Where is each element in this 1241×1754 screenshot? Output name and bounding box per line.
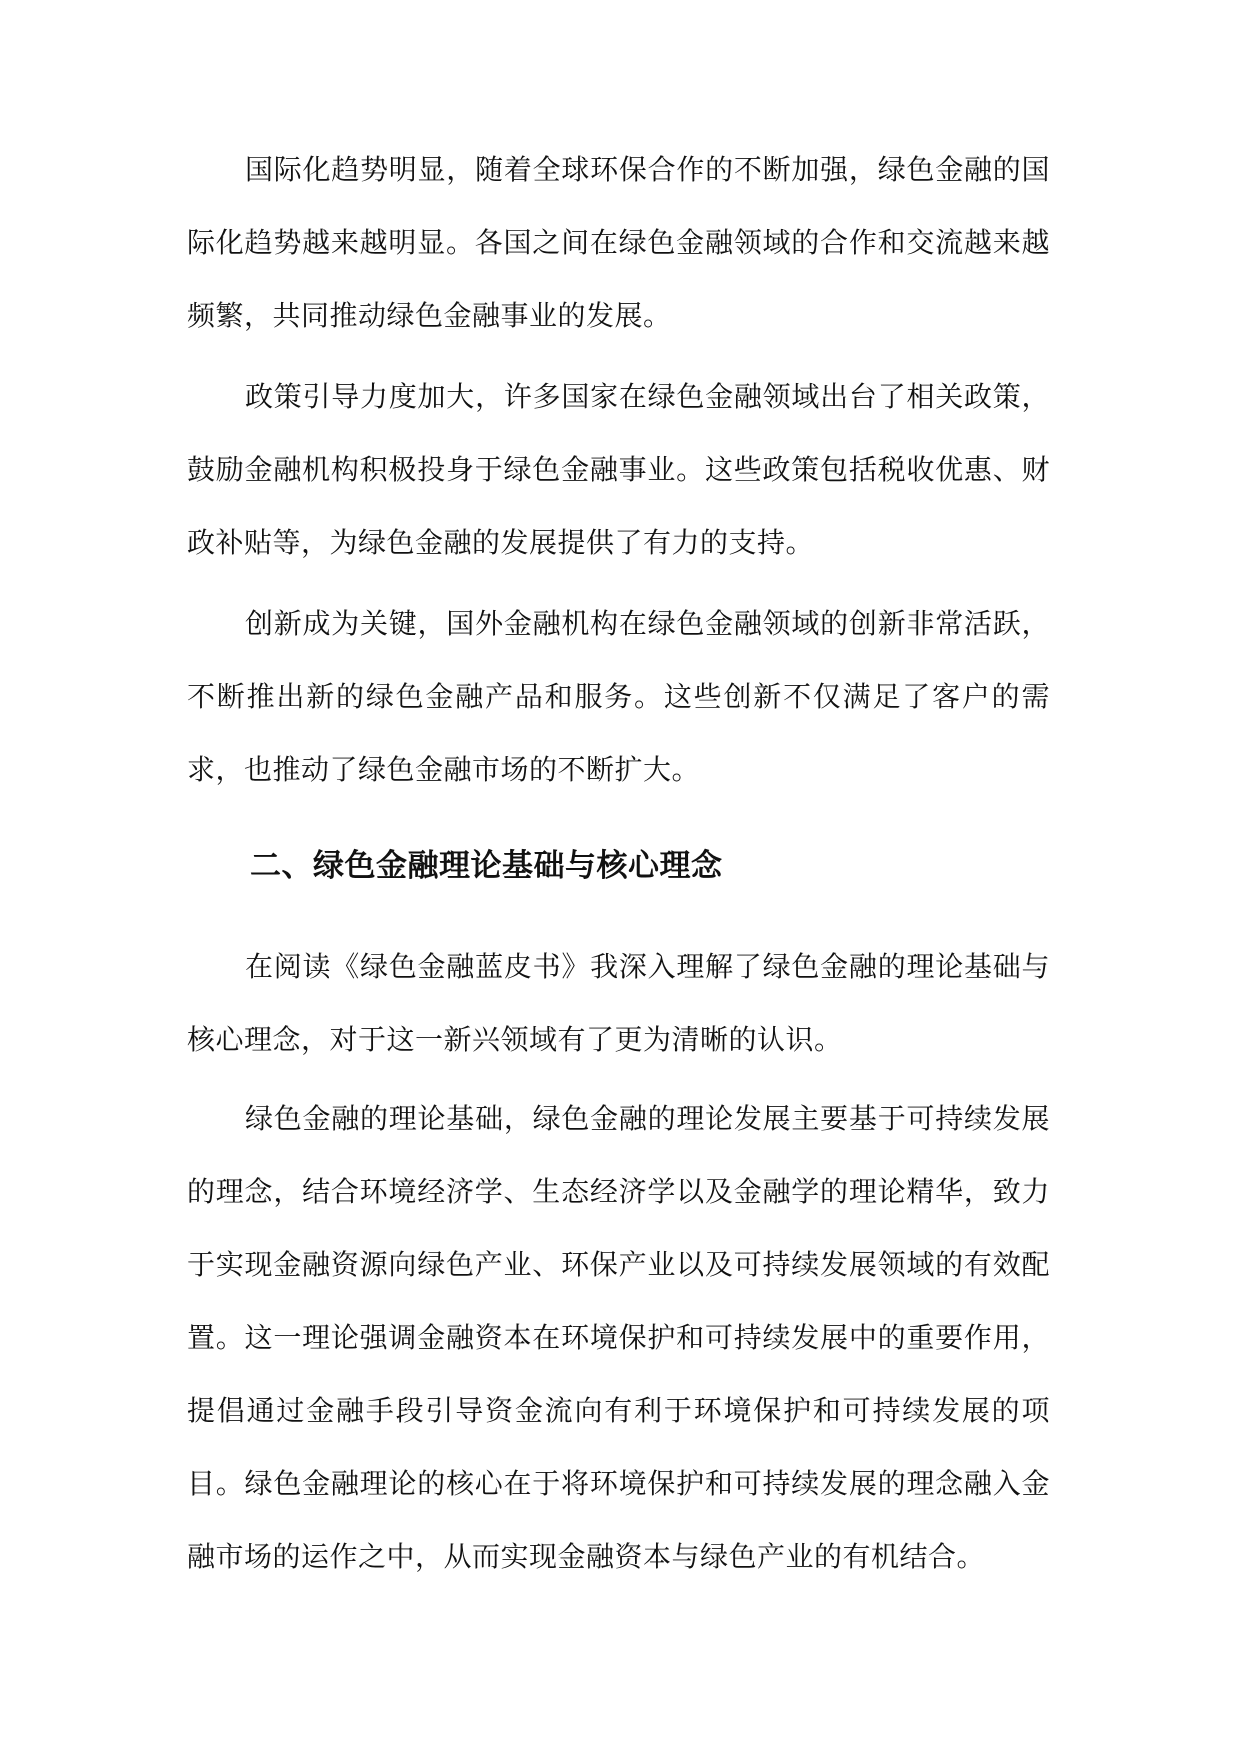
paragraph-theoretical-foundation: 绿色金融的理论基础，绿色金融的理论发展主要基于可持续发展的理念，结合环境经济学、生态经济学以及金融学的理论精华，致力于实现金融资源向绿色产业、环保产业以及可持续发展领域的有效配置。这一理论强调金融资本在环境保护和可持续发展中的重要作用，提倡通过金融手段引导资金流向有利于环境保护和可持续发展的项目。绿色金融理论的核心在于将环境保护和可持续发展的理念融入金融市场的运作之中，从而实现金融资本与绿色产业的有机结合。 bbox=[187, 1102, 1050, 1573]
paragraph-reading-bluebook: 在阅读《绿色金融蓝皮书》我深入理解了绿色金融的理论基础与核心理念，对于这一新兴领域有了更为清晰的认识。 bbox=[187, 950, 1050, 1056]
paragraph-policy-guidance: 政策引导力度加大，许多国家在绿色金融领域出台了相关政策，鼓励金融机构积极投身于绿色金融事业。这些政策包括税收优惠、财政补贴等，为绿色金融的发展提供了有力的支持。 bbox=[187, 380, 1050, 559]
paragraph-innovation-key: 创新成为关键，国外金融机构在绿色金融领域的创新非常活跃，不断推出新的绿色金融产品和服务。这些创新不仅满足了客户的需求，也推动了绿色金融市场的不断扩大。 bbox=[187, 607, 1050, 786]
paragraph-internationalization-trend: 国际化趋势明显，随着全球环保合作的不断加强，绿色金融的国际化趋势越来越明显。各国之间在绿色金融领域的合作和交流越来越频繁，共同推动绿色金融事业的发展。 bbox=[187, 153, 1050, 332]
section-heading: 二、绿色金融理论基础与核心理念 bbox=[250, 848, 723, 884]
